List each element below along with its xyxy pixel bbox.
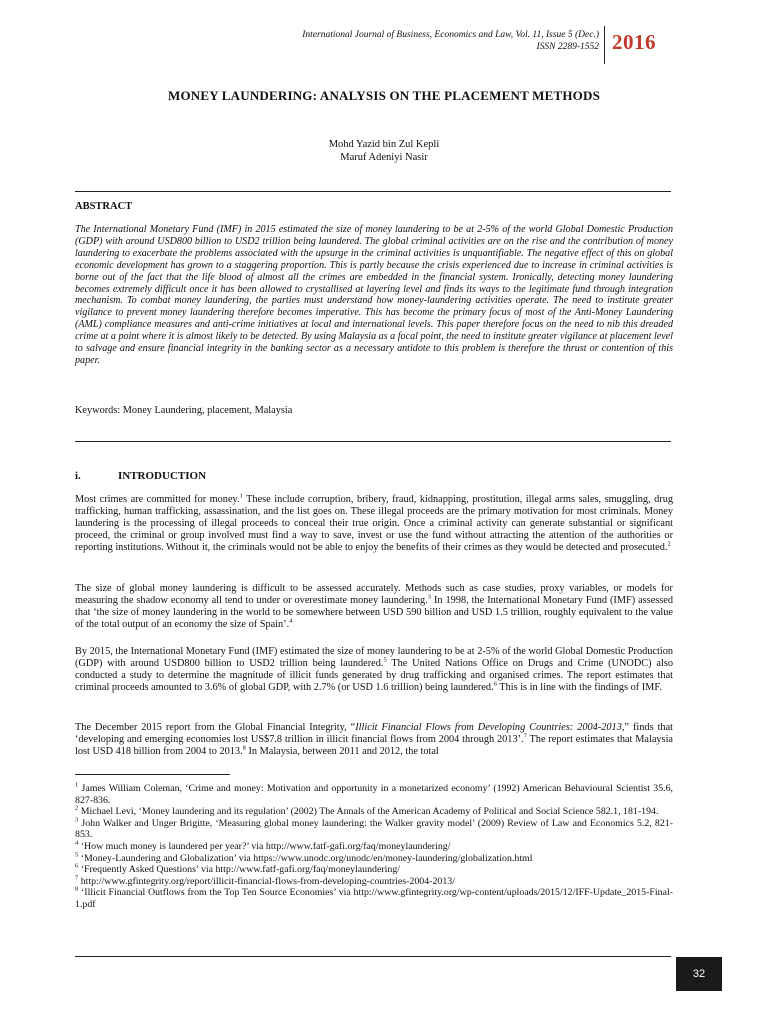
journal-year: 2016 xyxy=(612,30,656,54)
author-name: Maruf Adeniyi Nasir xyxy=(340,152,428,163)
footnote-ref[interactable]: 7 xyxy=(523,732,527,740)
section-number: i. xyxy=(75,470,81,482)
body-paragraph xyxy=(75,646,673,694)
journal-citation: International Journal of Business, Economics and Law, Vol. 11, Issue 5 (Dec.) xyxy=(302,30,599,40)
footnote-number: 2 xyxy=(75,804,79,812)
footnote-number: 5 xyxy=(75,851,79,859)
footnote-item xyxy=(75,806,673,818)
footnote-item xyxy=(75,841,673,853)
abstract-heading: ABSTRACT xyxy=(75,201,133,212)
page-header xyxy=(0,26,768,66)
footnote-ref[interactable]: 5 xyxy=(383,656,387,664)
footnote-ref[interactable]: 3 xyxy=(427,593,431,601)
journal-info xyxy=(302,29,599,53)
footnote-text: John Walker and Unger Brigitte, ‘Measuring global money laundering: the Walker gravity model’ (2009) Review of Law and Economics 5.2, 821-853. xyxy=(75,817,674,841)
footnote-number: 1 xyxy=(75,781,79,789)
footnote-item xyxy=(75,876,673,888)
divider-rule xyxy=(75,191,671,192)
footnote-number: 6 xyxy=(75,862,79,870)
footnote-list xyxy=(75,783,673,911)
footnote-number: 3 xyxy=(75,816,79,824)
footnote-ref[interactable]: 4 xyxy=(289,617,293,625)
divider-rule xyxy=(75,441,671,442)
footnote-text[interactable]: ‘Illicit Financial Outflows from the Top Ten Source Economies’ via http://www.gfintegrity.org/wp-content/uploads/2015/12/IFF-Update_2015-Final-1.pdf xyxy=(75,887,673,910)
section-heading xyxy=(75,470,206,482)
header-divider xyxy=(604,26,605,64)
paper-title: MONEY LAUNDERING: ANALYSIS ON THE PLACEMENT METHODS xyxy=(167,88,601,103)
report-title: Illicit Financial Flows from Developing Countries: 2004-2013 xyxy=(355,722,622,733)
footnote-item xyxy=(75,864,673,876)
page-number: 32 xyxy=(676,957,722,991)
footnote-text[interactable]: ‘How much money is laundered per year?’ via http://www.fatf-gafi.org/faq/moneylaundering/ xyxy=(80,840,451,852)
section-title: INTRODUCTION xyxy=(118,470,207,482)
footnote-item xyxy=(75,818,673,841)
footnote-item xyxy=(75,887,673,910)
text-run: By 2015, the International Monetary Fund (IMF) estimated the size of money laundering to be at 2-5% of the world Global Domestic Production (GDP) with around USD800 billion to USD2 trillion being laundered. xyxy=(75,646,673,669)
footnote-item xyxy=(75,853,673,865)
footer-rule xyxy=(75,956,671,957)
text-run: Most crimes are committed for money. xyxy=(75,494,240,505)
keywords: Keywords: Money Laundering, placement, Malaysia xyxy=(75,405,293,416)
footnote-ref[interactable]: 6 xyxy=(493,680,497,688)
text-run: These include corruption, bribery, fraud, kidnapping, prostitution, illegal arms sales, smuggling, drug trafficking, human trafficking, assassination, and the list goes on. These illegal proceeds are the primary motivation for most criminals. Money laundering is the processing of illegal proceeds to conceal their true origin. Once a criminal activity can generate substantial or significant proceed, the criminal or group involved must find a way to save, invest or use the fund without attracting the attention of the authorities or reporting institutions. Without it, the criminals would not be able to enjoy the benefits of their crimes as they would be detected and prosecuted. xyxy=(75,494,673,553)
author-list xyxy=(0,138,768,164)
text-run: In Malaysia, between 2011 and 2012, the total xyxy=(245,745,439,757)
body-paragraph xyxy=(75,722,673,758)
body-paragraph xyxy=(75,583,673,631)
footnote-number: 8 xyxy=(75,886,79,894)
footnote-item xyxy=(75,783,673,806)
text-run: In 1998, the International Monetary Fund (IMF) assessed that ‘the size of money laundering in the world to be somewhere between USD 590 billion and USD 1.5 trillion, roughly equivalent to the value of the total output of an economy the size of Spain’. xyxy=(75,594,673,630)
footnote-ref[interactable]: 1 xyxy=(239,492,243,500)
footnote-number: 4 xyxy=(75,839,79,847)
text-run: The December 2015 report from the Global Financial Integrity, “ xyxy=(75,722,356,733)
footnote-text[interactable]: ‘Money-Laundering and Globalization’ via https://www.unodc.org/unodc/en/money-laundering/globalization.html xyxy=(80,852,533,864)
text-run: ,” finds that ‘developing and emerging economies lost US$7.8 trillion in illicit financial flows from 2004 through 2013’. xyxy=(75,722,674,745)
text-run: This is in line with the findings of IMF. xyxy=(496,681,662,693)
journal-issn: ISSN 2289-1552 xyxy=(536,42,599,52)
author-name: Mohd Yazid bin Zul Kepli xyxy=(328,139,440,150)
body-paragraph xyxy=(75,494,673,554)
footnote-ref[interactable]: 8 xyxy=(242,744,246,752)
footnote-ref[interactable]: 2 xyxy=(667,540,671,548)
footnote-text: Michael Levi, ‘Money laundering and its regulation’ (2002) The Annals of the American Academy of Political and Social Science 582.1, 181-194. xyxy=(80,806,659,818)
abstract-text: The International Monetary Fund (IMF) in 2015 estimated the size of money laundering to be at 2-5% of the world Global Domestic Production (GDP) with around USD800 billion to USD2 trillion being laundered. The global criminal activities are on the rise and the contribution of money laundering to exacerbate the problems associated with the upsurge in the criminal activities is unquantifiable. The negative effect of this on global economic development has grown to a staggering proportion. This is partly because the crisis experienced due to increase in criminal activities is borne out of the fact that the life blood of almost all the crimes are embedded in the financial system. Ironically, detecting money laundering becomes extremely difficult once it has been allowed to crystallised at layering level and finds its ways to the legitimate fund through integration mechanism. To combat money laundering, the parties must understand how money-laundering activities operate. The need to institute greater vigilance to prevent money laundering therefore becomes imperative. This has become the primary focus of most of the Anti-Money Laundering (AML) compliance measures and anti-crime initiatives at local and international levels. This paper therefore focus on the need to nib this dreaded crime at a point where it is almost likely to be detected. By using Malaysia as a focal point, the need to institute greater vigilance at placement level to salvage and ensure financial integrity in the banking sector as a necessary antidote to this problem is therefore the thrust or contention of this paper. xyxy=(75,224,673,366)
text-run: The report estimates that Malaysia lost USD 418 billion from 2004 to 2013. xyxy=(75,733,674,757)
footnote-text[interactable]: ‘Frequently Asked Questions’ via http://www.fatf-gafi.org/faq/moneylaundering/ xyxy=(80,864,401,876)
footnote-number: 7 xyxy=(75,874,79,882)
footnote-text: James William Coleman, ‘Crime and money: Motivation and opportunity in a monetarized economy’ (1992) American Behavioural Scientist 35.6, 827-836. xyxy=(75,783,674,806)
footnote-rule xyxy=(75,774,230,775)
footnote-text[interactable]: http://www.gfintegrity.org/report/illicit-financial-flows-from-developing-countries-2004-2013/ xyxy=(80,875,455,887)
text-run: The United Nations Office on Drugs and Crime (UNODC) also conducted a study to determine the magnitude of illicit funds generated by drug trafficking and organised crimes. The report estimates that criminal proceeds amounted to 3.6% of global GDP, with 2.7% (or USD 1.6 trillion) being laundered. xyxy=(75,657,673,693)
text-run: The size of global money laundering is difficult to be assessed accurately. Methods such as case studies, proxy variables, or models for measuring the shadow economy all tend to under or overestimate money laundering. xyxy=(75,583,673,606)
